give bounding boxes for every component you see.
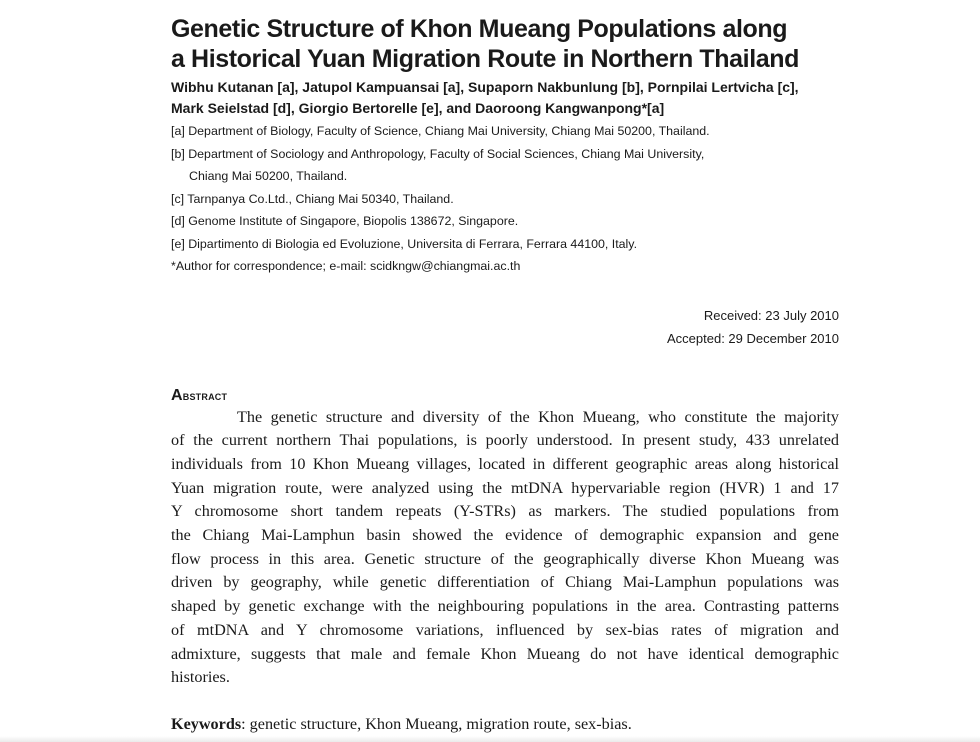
- affiliation-b: [171, 143, 839, 188]
- abstract-heading-rest: bstract: [182, 387, 228, 403]
- affiliation-d: [171, 210, 839, 233]
- submission-dates: [171, 304, 839, 350]
- keywords-text: : genetic structure, Khon Mueang, migration route, sex-bias.: [241, 714, 632, 733]
- abstract-line: Yuan migration route, were analyzed using the mtDNA hypervariable region (HVR) 1 and 17: [171, 478, 839, 497]
- title-line-2: a Historical Yuan Migration Route in Northern Thailand: [171, 45, 800, 73]
- abstract-line: the Chiang Mai-Lamphun basin showed the evidence of demographic expansion and gene: [171, 526, 839, 545]
- abstract-line: of the current northern Thai populations, is poorly understood. In present study, 433 unrelated: [171, 431, 839, 450]
- abstract-line: flow process in this area. Genetic structure of the geographically diverse Khon Mueang was: [171, 549, 839, 568]
- affiliation-text: [d] Genome Institute of Singapore, Biopolis 138672, Singapore.: [171, 214, 519, 228]
- title-line-1: Genetic Structure of Khon Mueang Populations along: [171, 15, 788, 43]
- author-list: [171, 77, 839, 119]
- affiliation-text: [e] Dipartimento di Biologia ed Evoluzione, Universita di Ferrara, Ferrara 44100, Italy.: [171, 236, 638, 251]
- affiliation-text: [a] Department of Biology, Faculty of Science, Chiang Mai University, Chiang Mai 50200, Thailand.: [171, 124, 710, 138]
- affiliation-c: [171, 188, 839, 211]
- author-line-1: Wibhu Kutanan [a], Jatupol Kampuansai [a], Supaporn Nakbunlung [b], Pornpilai Lertvicha [c],: [171, 79, 799, 95]
- abstract-line: driven by geography, while genetic differentiation of Chiang Mai-Lamphun populations was: [171, 573, 839, 592]
- abstract-body: [171, 406, 839, 690]
- affiliation-list: [171, 120, 839, 278]
- abstract-line: Y chromosome short tandem repeats (Y-STRs) as markers. The studied populations from: [171, 502, 839, 521]
- abstract-line: histories.: [171, 668, 230, 687]
- abstract-heading: [171, 386, 839, 406]
- affiliation-text: [b] Department of Sociology and Anthropology, Faculty of Social Sciences, Chiang Mai University,: [171, 146, 705, 161]
- page-bottom-shadow: [0, 736, 980, 742]
- abstract-line: shaped by genetic exchange with the neighbouring populations in the area. Contrasting patterns: [171, 597, 839, 616]
- affiliation-e: [171, 233, 839, 256]
- accepted-date: Accepted: 29 December 2010: [667, 330, 839, 346]
- abstract-line: admixture, suggests that male and female Khon Mueang do not have identical demographic: [171, 644, 839, 663]
- keywords: [171, 712, 839, 736]
- received-date: Received: 23 July 2010: [703, 307, 839, 323]
- author-line-2: Mark Seielstad [d], Giorgio Bertorelle [e], and Daoroong Kangwanpong*[a]: [171, 100, 665, 116]
- abstract-line: individuals from 10 Khon Mueang villages, located in different geographic areas along historical: [171, 454, 839, 473]
- correspondence-note: *Author for correspondence; e-mail: scidkngw@chiangmai.ac.th: [171, 259, 521, 273]
- affiliation-text: [c] Tarnpanya Co.Ltd., Chiang Mai 50340, Thailand.: [171, 191, 454, 206]
- abstract-line: of mtDNA and Y chromosome variations, influenced by sex-bias rates of migration and: [171, 620, 839, 639]
- abstract-heading-initial: A: [171, 386, 183, 404]
- paper-page: [171, 14, 839, 736]
- affiliation-a: [171, 120, 839, 143]
- abstract-line: The genetic structure and diversity of the Khon Mueang, who constitute the majority: [237, 407, 839, 426]
- paper-title: [171, 14, 839, 74]
- affiliation-text-continued: Chiang Mai 50200, Thailand.: [189, 169, 348, 183]
- keywords-label: Keywords: [171, 714, 242, 733]
